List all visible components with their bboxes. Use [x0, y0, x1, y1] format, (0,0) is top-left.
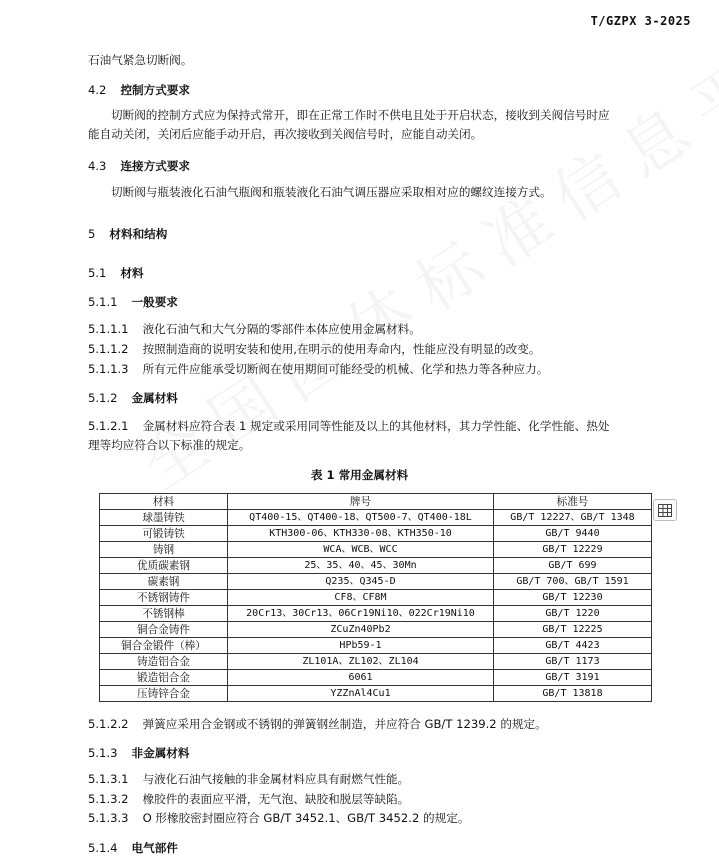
paragraph-4-2-line1: 切断阀的控制方式应为保持式常开，即在正常工作时不供电且处于开启状态，接收到关阀信号时应 — [111, 108, 610, 122]
section-5-1-3-heading — [88, 745, 189, 761]
item-text: 金属材料应符合表 1 规定或采用同等性能及以上的其他材料，其力学性能、化学性能、热处 — [142, 419, 610, 433]
item-number: 5.1.2.2 — [88, 717, 129, 731]
cell-material: 不锈钢棒 — [100, 606, 228, 622]
section-title: 控制方式要求 — [120, 83, 191, 97]
item-number: 5.1.3.3 — [88, 811, 129, 825]
cell-grade: Q235、Q345-D — [228, 574, 494, 590]
cell-standard: GB/T 1173 — [494, 654, 652, 670]
section-number: 5.1.4 — [88, 841, 118, 855]
table-row — [100, 638, 652, 654]
item-text: 弹簧应采用合金钢或不锈钢的弹簧钢丝制造，并应符合 GB/T 1239.2 的规定。 — [142, 717, 547, 731]
cell-grade: 25、35、40、45、30Mn — [228, 558, 494, 574]
section-number: 4.2 — [88, 83, 107, 97]
metal-materials-table — [99, 493, 652, 702]
item-text: 橡胶件的表面应平滑，无气泡、缺胶和脱层等缺陷。 — [142, 792, 410, 806]
cell-standard: GB/T 699 — [494, 558, 652, 574]
item-number: 5.1.3.1 — [88, 772, 129, 786]
item-5-1-1-3 — [88, 361, 548, 378]
section-title: 金属材料 — [131, 391, 178, 405]
paragraph-continuation: 石油气紧急切断阀。 — [88, 53, 193, 67]
cell-standard: GB/T 12230 — [494, 590, 652, 606]
table-row — [100, 606, 652, 622]
item-text: 与液化石油气接触的非金属材料应具有耐燃气性能。 — [142, 772, 410, 786]
paragraph-4-2-line2: 能自动关闭，关闭后应能手动开启，再次接收到关阀信号时，应能自动关闭。 — [88, 127, 483, 141]
cell-grade: ZCuZn40Pb2 — [228, 622, 494, 638]
cell-material: 铸钢 — [100, 542, 228, 558]
cell-standard: GB/T 3191 — [494, 670, 652, 686]
cell-material: 压铸锌合金 — [100, 686, 228, 702]
item-number: 5.1.1.1 — [88, 322, 129, 336]
section-number: 5.1 — [88, 266, 107, 280]
item-5-1-1-1 — [88, 321, 421, 338]
table-row — [100, 622, 652, 638]
item-text: 液化石油气和大气分隔的零部件本体应使用金属材料。 — [142, 322, 421, 336]
cell-standard: GB/T 1220 — [494, 606, 652, 622]
cell-standard: GB/T 700、GB/T 1591 — [494, 574, 652, 590]
table-row — [100, 558, 652, 574]
cell-standard: GB/T 12225 — [494, 622, 652, 638]
cell-material: 铜合金铸件 — [100, 622, 228, 638]
item-5-1-1-2 — [88, 341, 540, 358]
table-caption: 表 1 常用金属材料 — [310, 468, 409, 482]
cell-material: 可锻铸铁 — [100, 526, 228, 542]
cell-material: 铜合金锻件（棒） — [100, 638, 228, 654]
section-title: 电气部件 — [131, 841, 178, 855]
item-5-1-2-2 — [88, 716, 547, 733]
table-row — [100, 686, 652, 702]
section-title: 连接方式要求 — [120, 159, 191, 173]
section-4-3-heading — [88, 158, 190, 174]
cell-grade: WCA、WCB、WCC — [228, 542, 494, 558]
item-5-1-3-2 — [88, 791, 409, 808]
header-grade: 牌号 — [228, 494, 494, 510]
item-number: 5.1.3.2 — [88, 792, 129, 806]
section-5-1-heading — [88, 265, 144, 281]
cell-standard: GB/T 12227、GB/T 1348 — [494, 510, 652, 526]
section-4-2-heading — [88, 82, 190, 98]
item-5-1-2-1 — [88, 418, 609, 435]
cell-grade: YZZnAl4Cu1 — [228, 686, 494, 702]
cell-standard: GB/T 12229 — [494, 542, 652, 558]
table-row — [100, 574, 652, 590]
cell-material: 铸造铝合金 — [100, 654, 228, 670]
item-number: 5.1.1.3 — [88, 362, 129, 376]
section-number: 5 — [88, 227, 96, 241]
section-number: 5.1.2 — [88, 391, 118, 405]
cell-grade: ZL101A、ZL102、ZL104 — [228, 654, 494, 670]
table-grid-icon — [658, 504, 672, 517]
item-text: 按照制造商的说明安装和使用,在明示的使用寿命内，性能应没有明显的改变。 — [142, 342, 541, 356]
section-number: 5.1.1 — [88, 295, 118, 309]
table-row — [100, 510, 652, 526]
cell-grade: 6061 — [228, 670, 494, 686]
item-number: 5.1.2.1 — [88, 419, 129, 433]
table-header-row — [100, 494, 652, 510]
section-5-1-2-heading — [88, 390, 178, 406]
cell-standard: GB/T 4423 — [494, 638, 652, 654]
cell-grade: HPb59-1 — [228, 638, 494, 654]
item-5-1-3-3 — [88, 810, 469, 827]
cell-material: 锻造铝合金 — [100, 670, 228, 686]
paragraph-4-3: 切断阀与瓶装液化石油气瓶阀和瓶装液化石油气调压器应采取相对应的螺纹连接方式。 — [111, 185, 552, 199]
cell-standard: GB/T 13818 — [494, 686, 652, 702]
section-title: 材料和结构 — [109, 227, 168, 241]
table-row — [100, 542, 652, 558]
section-5-1-4-heading — [88, 840, 178, 856]
cell-material: 不锈钢铸件 — [100, 590, 228, 606]
table-icon[interactable] — [653, 499, 677, 521]
doc-code-header: T/GZPX 3-2025 — [590, 14, 691, 28]
header-material: 材料 — [100, 494, 228, 510]
item-5-1-2-1-continuation: 理等均应符合以下标准的规定。 — [88, 438, 251, 452]
section-5-heading — [88, 226, 167, 242]
cell-grade: KTH300-06、KTH330-08、KTH350-10 — [228, 526, 494, 542]
section-title: 一般要求 — [131, 295, 178, 309]
section-title: 非金属材料 — [131, 746, 190, 760]
section-number: 5.1.3 — [88, 746, 118, 760]
section-5-1-1-heading — [88, 294, 178, 310]
section-number: 4.3 — [88, 159, 107, 173]
item-text: O 形橡胶密封圈应符合 GB/T 3452.1、GB/T 3452.2 的规定。 — [142, 811, 470, 825]
cell-grade: QT400-15、QT400-18、QT500-7、QT400-18L — [228, 510, 494, 526]
table-row — [100, 526, 652, 542]
cell-material: 球墨铸铁 — [100, 510, 228, 526]
table-row — [100, 670, 652, 686]
cell-material: 优质碳素钢 — [100, 558, 228, 574]
item-number: 5.1.1.2 — [88, 342, 129, 356]
section-title: 材料 — [120, 266, 144, 280]
header-standard: 标准号 — [494, 494, 652, 510]
item-text: 所有元件应能承受切断阀在使用期间可能经受的机械、化学和热力等各种应力。 — [142, 362, 549, 376]
cell-material: 碳素钢 — [100, 574, 228, 590]
item-5-1-3-1 — [88, 771, 409, 788]
table-row — [100, 590, 652, 606]
cell-grade: 20Cr13、30Cr13、06Cr19Ni10、022Cr19Ni10 — [228, 606, 494, 622]
cell-standard: GB/T 9440 — [494, 526, 652, 542]
cell-grade: CF8、CF8M — [228, 590, 494, 606]
table-row — [100, 654, 652, 670]
